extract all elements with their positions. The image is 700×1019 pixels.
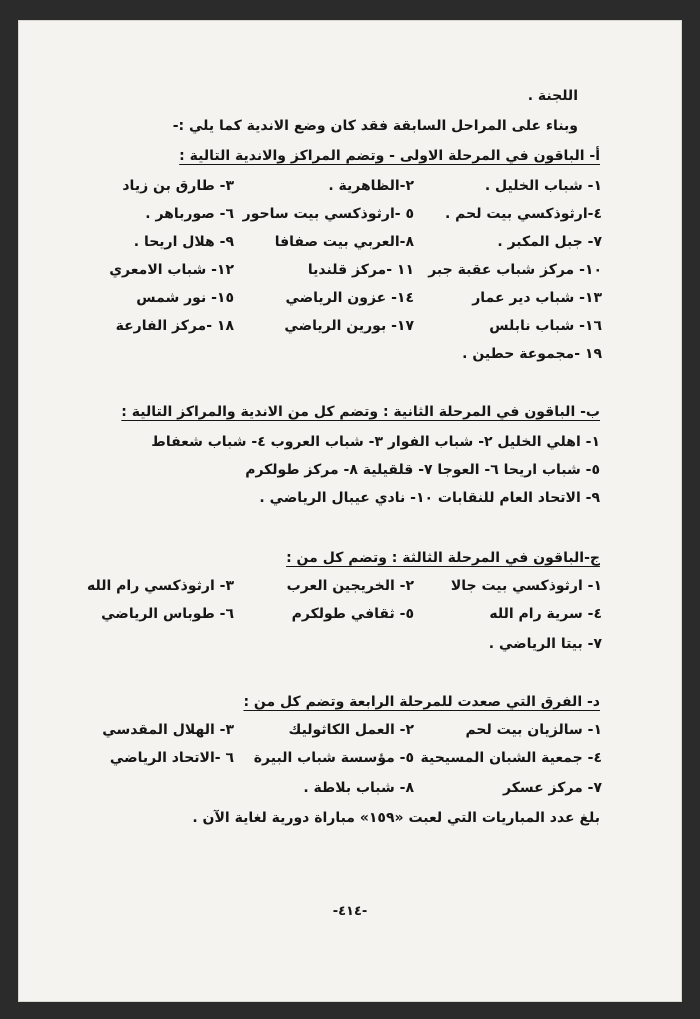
club-item: ١١ -مركز قلنديا [307,262,414,278]
club-item: ١٧- بورين الرياضي [284,318,414,334]
club-item: ٣- طارق بن زياد [122,178,234,194]
club-item: ٤- جمعية الشبان المسيحية [420,750,602,766]
section-c-row [80,578,602,602]
club-item: ١٨ -مركز الفارعة [115,318,234,334]
club-item: ٧- مركز عسكر [503,780,602,796]
club-item: ٣- ارثوذكسي رام الله [87,578,234,594]
section-a-row [80,346,602,370]
club-item: ٣- الهلال المقدسي [102,722,234,738]
section-c-heading: ج-الباقون في المرحلة الثالثة : وتضم كل من : [286,550,600,566]
section-a-row [80,318,602,342]
section-b-row: ٥- شباب اريحا ٦- العوجا ٧- قلقيلية ٨- مركز طولكرم [245,462,600,478]
club-item: ١٥- نور شمس [136,290,234,306]
club-item: ٢-الظاهرية . [328,178,414,194]
club-item: ٨- شباب بلاطة . [303,780,414,796]
section-a-heading: أ- الباقون في المرحلة الاولى - وتضم المراكز والاندية التالية : [179,148,600,164]
club-item: ٨-العربي بيت صفافا [274,234,414,250]
club-item: ٦- طوباس الرياضي [101,606,234,622]
club-item: ١٢- شباب الامعري [109,262,234,278]
club-item: ٥- ثقافي طولكرم [291,606,414,622]
section-a-row [80,262,602,286]
club-item: ٦- صورباهر . [145,206,234,222]
section-d-row [80,780,602,804]
club-item: ١٤- عزون الرياضي [285,290,414,306]
page-number: -٤١٤- [332,904,368,919]
club-item: ٢- العمل الكاثوليك [288,722,414,738]
club-item: ٧- بيتا الرياضي . [488,636,602,652]
club-item: ١٣- شباب دير عمار [472,290,602,306]
club-item: ٥ -ارثوذكسي بيت ساحور [242,206,414,222]
club-item: ١٦- شباب نابلس [489,318,602,334]
section-a-row [80,206,602,230]
club-item: ٦ -الاتحاد الرياضي [109,750,234,766]
section-b-heading: ب- الباقون في المرحلة الثانية : وتضم كل من الاندية والمراكز التالية : [121,404,600,420]
club-item: ٤- سرية رام الله [489,606,602,622]
club-item: ٩- هلال اريحا . [133,234,234,250]
club-item: ١٩ -مجموعة حطين . [462,346,602,362]
section-b-row: ٩- الاتحاد العام للنقابات ١٠- نادي عيبال الرياضي . [259,490,600,506]
club-item: ٢- الخريجين العرب [286,578,414,594]
section-c-row [80,606,602,630]
intro-line: وبناء على المراحل السابقة فقد كان وضع الاندية كما يلي :- [172,118,578,134]
section-a-row [80,178,602,202]
section-b-row: ١- اهلي الخليل ٢- شباب الفوار ٣- شباب العروب ٤- شباب شعفاط [151,434,600,450]
club-item: ١٠- مركز شباب عقبة جبر [428,262,602,278]
section-d-row [80,722,602,746]
club-item: ١- سالزيان بيت لحم [465,722,602,738]
closing-line: بلغ عدد المباريات التي لعبت «١٥٩» مباراة دورية لغاية الآن . [192,810,600,826]
section-d-heading: د- الفرق التي صعدت للمرحلة الرابعة وتضم كل من : [243,694,600,710]
club-item: ١- ارثوذكسي بيت جالا [450,578,602,594]
section-a-row [80,290,602,314]
club-item: ٤-ارثوذكسي بيت لحم . [444,206,602,222]
section-c-row [80,636,602,660]
club-item: ٥- مؤسسة شباب البيرة [253,750,414,766]
club-item: ٧- جبل المكبر . [497,234,602,250]
section-a-row [80,234,602,258]
section-d-row [80,750,602,774]
committee-line: اللجنة . [527,88,578,104]
club-item: ١- شباب الخليل . [484,178,602,194]
